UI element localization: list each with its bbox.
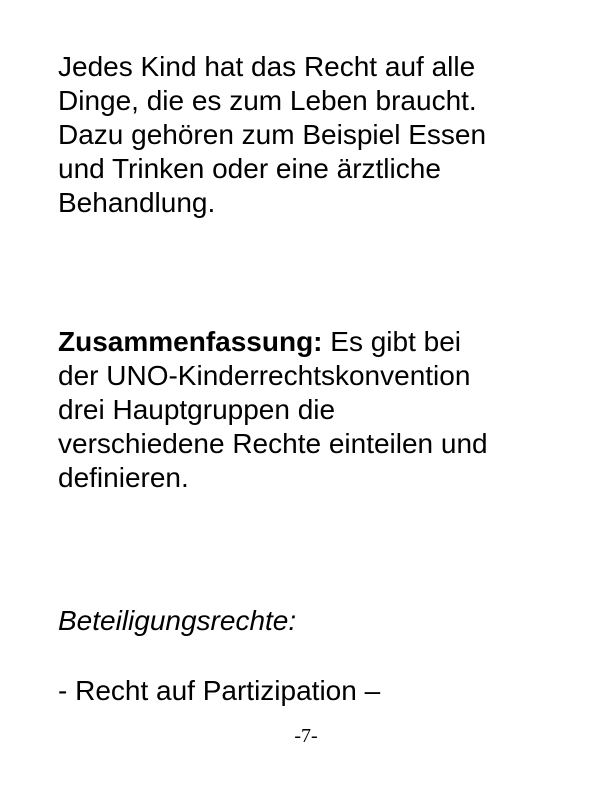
summary-label: Zusammenfassung:	[58, 326, 323, 357]
summary-text: Es gibt bei	[322, 326, 462, 357]
page-number: -7-	[294, 725, 318, 747]
section-heading: Beteiligungsrechte:	[58, 605, 297, 636]
paragraph-basic-needs	[58, 50, 598, 220]
text-line: definieren.	[58, 462, 189, 493]
text-line: Jedes Kind hat das Recht auf alle	[58, 51, 476, 82]
list-item: - Recht auf Partizipation –	[58, 675, 381, 706]
text-line: Dazu gehören zum Beispiel Essen	[58, 119, 487, 150]
text-line: Behandlung.	[58, 187, 216, 218]
text-line: verschiedene Rechte einteilen und	[58, 428, 488, 459]
text-line: der UNO-Kinderrechtskonvention	[58, 360, 471, 391]
text-line: und Trinken oder eine ärztliche	[58, 153, 441, 184]
text-line	[58, 325, 598, 359]
text-line: drei Hauptgruppen die	[58, 394, 336, 425]
text-line: Dinge, die es zum Leben braucht.	[58, 85, 477, 116]
paragraph-summary	[58, 325, 598, 495]
